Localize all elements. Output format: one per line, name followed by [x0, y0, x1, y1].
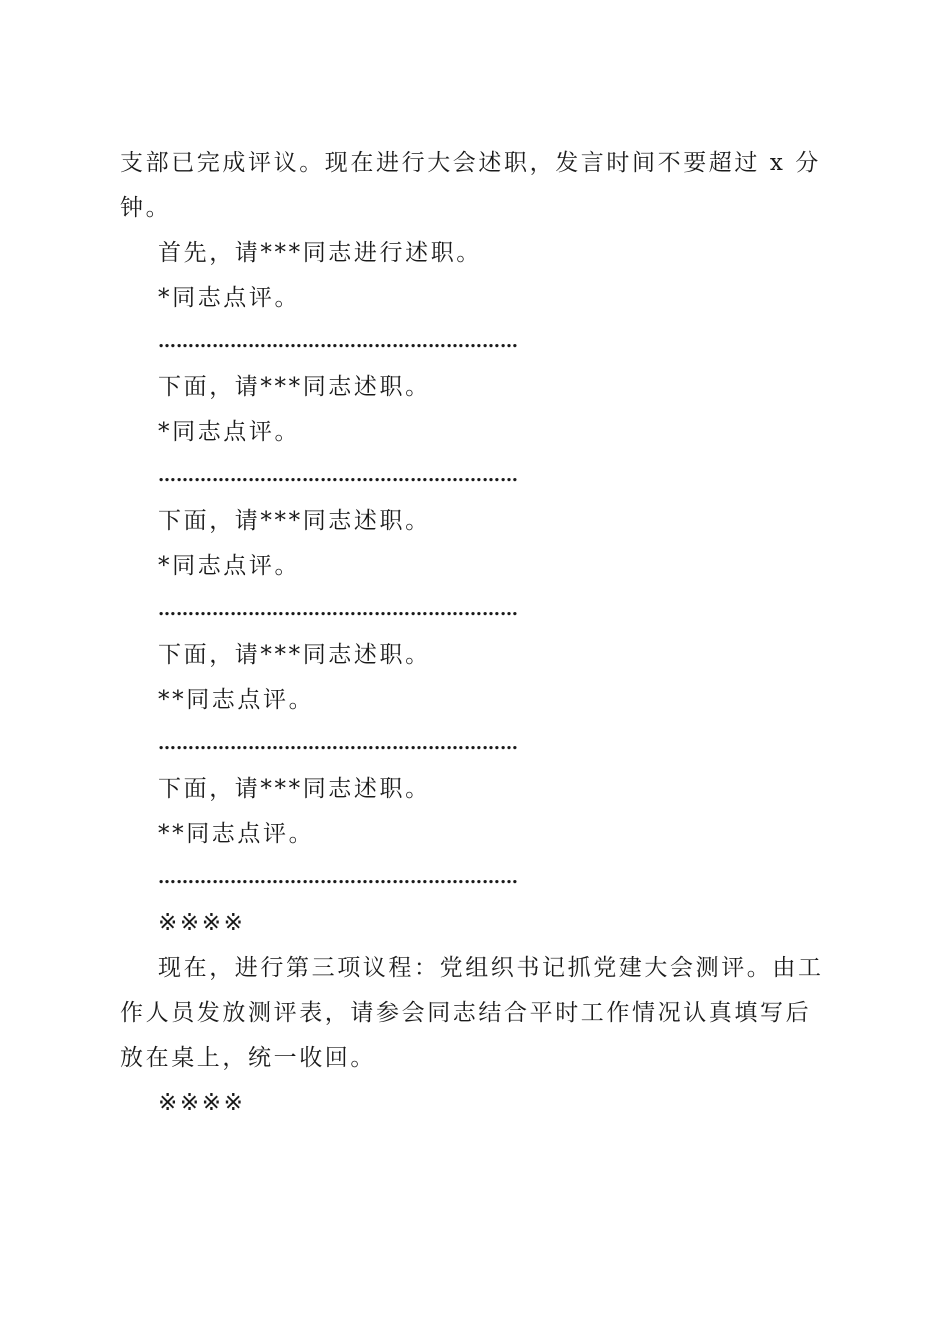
review-call: **同志点评。 [158, 821, 315, 847]
speaker-call: 下面，请***同志述职。 [158, 642, 431, 668]
paragraph-text: 现在，进行第三项议程：党组织书记抓党建大会测评。由工 [158, 955, 824, 981]
ellipsis-separator: …………………………………………………… [158, 600, 518, 620]
speaker-call: 下面，请***同志述职。 [158, 776, 431, 802]
paragraph-text: 作人员发放测评表，请参会同志结合平时工作情况认真填写后 [120, 1000, 812, 1026]
review-call: *同志点评。 [158, 553, 301, 579]
paragraph-text: 钟。 [120, 195, 172, 221]
ellipsis-separator: …………………………………………………… [158, 466, 518, 486]
review-call: *同志点评。 [158, 285, 301, 311]
speaker-call: 下面，请***同志述职。 [158, 374, 431, 400]
section-marker: ※※※※ [158, 910, 246, 936]
ellipsis-separator: …………………………………………………… [158, 332, 518, 352]
review-call: **同志点评。 [158, 687, 315, 713]
ellipsis-separator: …………………………………………………… [158, 734, 518, 754]
speaker-call: 下面，请***同志述职。 [158, 508, 431, 534]
review-call: *同志点评。 [158, 419, 301, 445]
paragraph-text: 放在桌上，统一收回。 [120, 1045, 376, 1071]
ellipsis-separator: …………………………………………………… [158, 868, 518, 888]
section-marker: ※※※※ [158, 1090, 246, 1116]
speaker-call: 首先，请***同志进行述职。 [158, 240, 482, 266]
paragraph-text: 支部已完成评议。现在进行大会述职，发言时间不要超过 x 分 [120, 150, 821, 176]
